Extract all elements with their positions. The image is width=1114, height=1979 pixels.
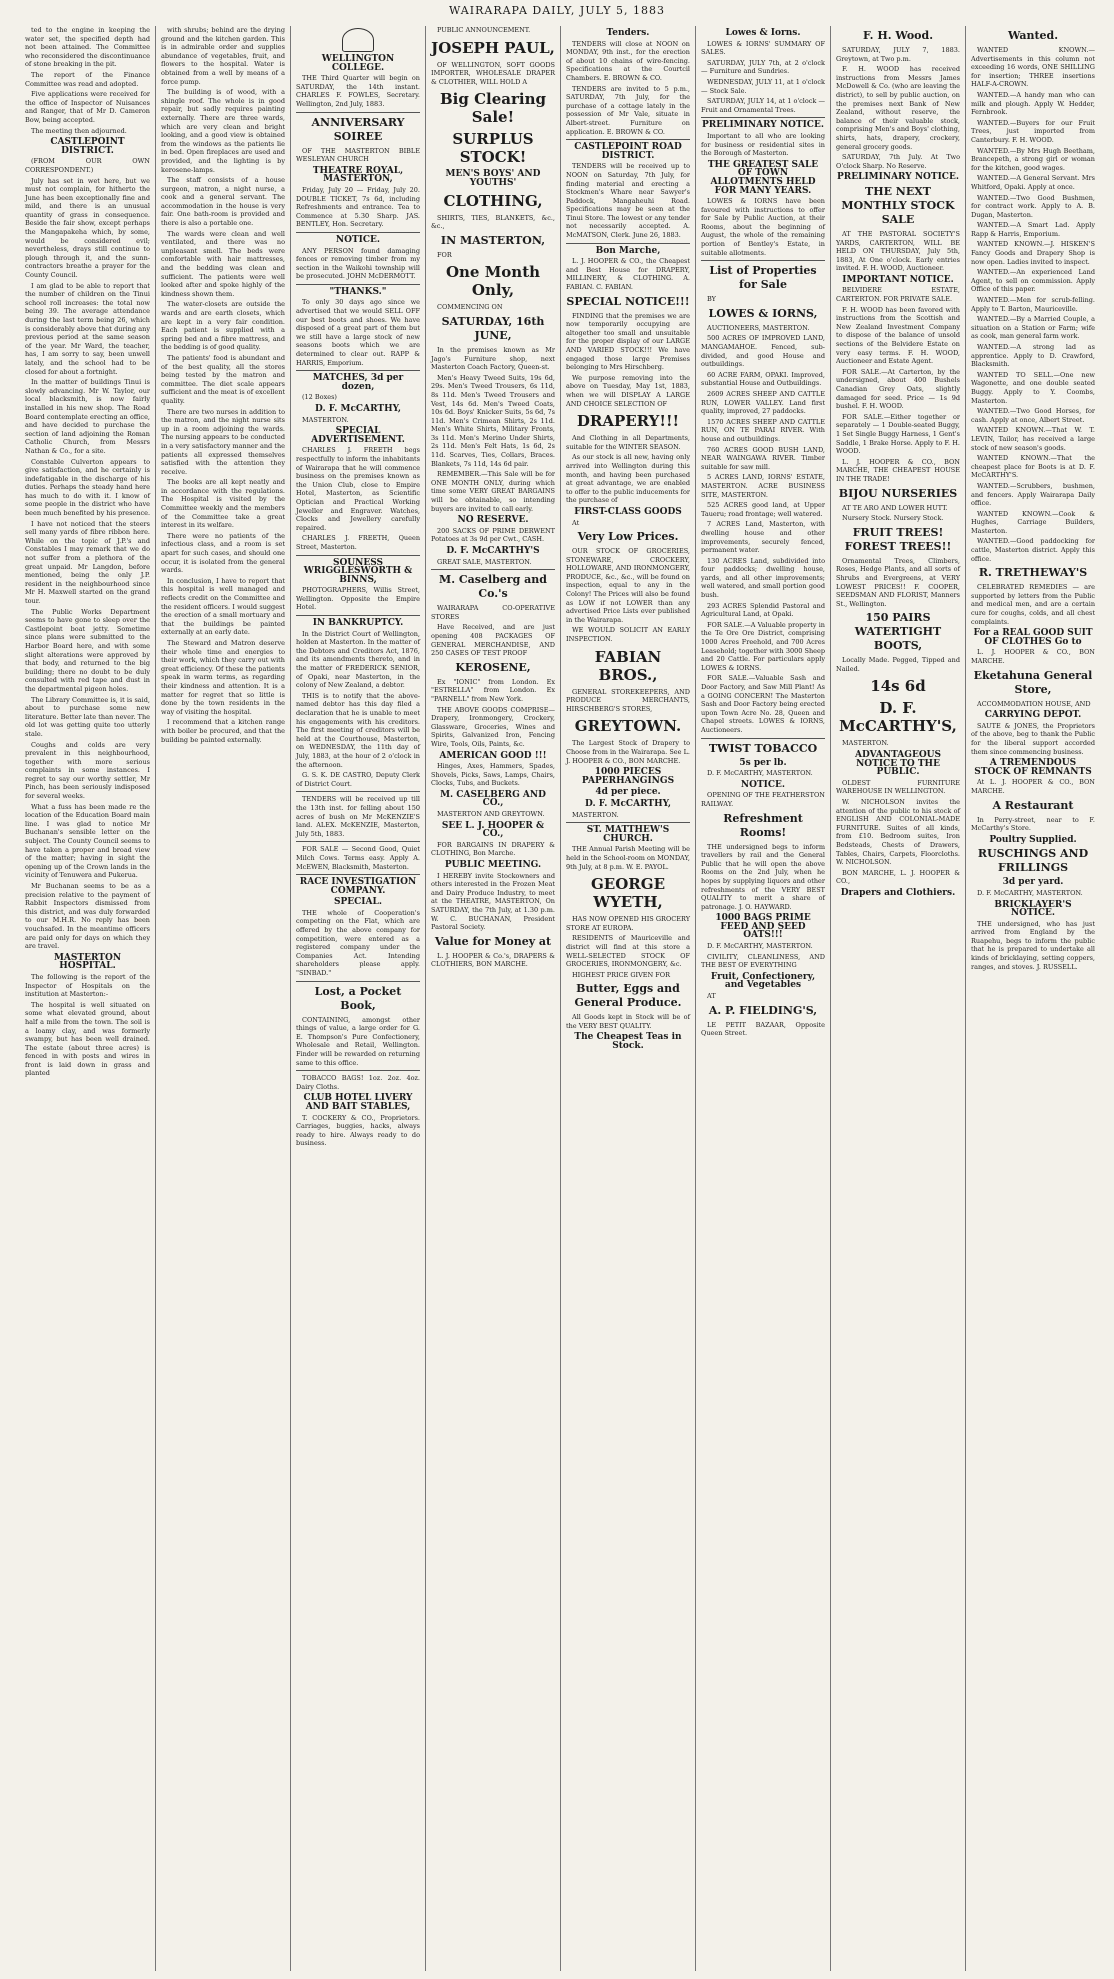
article-text: REMEMBER.—This Sale will be for ONE MONTH ONLY, during which time some VERY GREAT BARGAINS will be obtainable, so intending buyers are invited to call early. — [431, 470, 555, 513]
article-text: F. H. WOOD has received instructions from Messrs James McDowell & Co. (who are leaving the district), to sell by public auction, on the premises next Bank of New Zealand, without reserve, the balance of their valuable stock, comprising Men's and Boys' clothing, shirts, hats, drapery, crockery, general grocery goods. — [836, 65, 960, 151]
article-text: CHARLES J. FREETH begs respectfully to inform the inhabitants of Wairarapa that he will commence business on the premises known as the Union Club, close to Empire Hotel, Masterton, as Scientific Optician and Practical Working Jeweller and Engraver. Watches, Clocks and Jewellery carefully repaired. — [296, 446, 420, 532]
article-text: WANTED.—Two Good Horses, for cash. Apply at once, Albert Street. — [971, 407, 1095, 424]
headline: ADVANTAGEOUS NOTICE TO THE PUBLIC. — [854, 750, 942, 778]
article-text: WANTED.—A General Servant. Mrs Whitford, Opaki. Apply at once. — [971, 174, 1095, 191]
headline: SPECIAL. — [334, 897, 382, 908]
article-text: 5 ACRES LAND, IORNS' ESTATE, MASTERTON. ACRE BUSINESS SITE, MASTERTON. — [701, 473, 825, 499]
article-text: 760 ACRES GOOD BUSH LAND, NEAR WAINGAWA RIVER. Timber suitable for saw mill. — [701, 445, 825, 471]
headline: 14s 6d — [870, 677, 926, 696]
headline: DRAPERY!!! — [576, 412, 680, 431]
headline: D. F. McCARTHY'S — [446, 546, 540, 556]
article-text: T. COCKERY & CO., Proprietors. Carriages, buggies, hacks, always ready to hire. Always ready to do business. — [296, 1113, 420, 1148]
article-text: TENDERS are invited to 5 p.m., SATURDAY, 7th July, for the purchase of a cottage lately in the possession of Mr Vale, situate in Albert-street. Furniture on application. E. BROWN & CO. — [566, 84, 690, 136]
divider — [566, 243, 690, 244]
article-text: FOR SALE.—At Carterton, by the undersigned, about 400 Bushels Canadian Grey Oats, slightly damaged for seed. Price — 1s 9d bushel. F. H. WOOD. — [836, 367, 960, 411]
divider — [296, 874, 420, 875]
article-text: OLDEST FURNITURE WAREHOUSE IN WELLINGTON. — [836, 778, 960, 796]
article-text: with shrubs; behind are the drying ground and the kitchen garden. This is in admirable order and supplies abundance of vegetables, fruit, and flowers to the hospital. Water is obtained from a well by means of a force pump. — [161, 26, 285, 86]
article-text: BELVIDERE ESTATE, CARTERTON. FOR PRIVATE SALE. — [836, 286, 960, 304]
article-text: L. J. HOOPER & CO., BON MARCHE, THE CHEAPEST HOUSE IN THE TRADE! — [836, 457, 960, 483]
article-text: LOWES & IORNS have been favoured with instructions to offer for Sale by Public Auction, at their Rooms, about the beginning of August, the whole of the remaining portion of Bentley's Estate, in suitable allotments. — [701, 197, 825, 257]
article-text: WANTED KNOWN.—Advertisements in this column not exceeding 16 words, ONE SHILLING for insertion; THREE insertions HALF-A-CROWN. — [971, 46, 1095, 89]
headline: MASTERTON HOSPITAL. — [53, 952, 122, 972]
headline: FRUIT TREES! FOREST TREES!! — [844, 525, 952, 553]
article-text: The books are all kept neatly and in accordance with the regulations. The Hospital is visited by the Committee weekly and the members of the Committee take a great interest in its welfare. — [161, 478, 285, 530]
headline: CASTLEPOINT ROAD DISTRICT. — [574, 142, 682, 161]
headline: Very Low Prices. — [577, 530, 679, 544]
article-text: In conclusion, I have to report that this hospital is well managed and reflects credit on the Committee and the resident officers. I would suggest the erection of a small mortuary and that the buildings be painted externally at an early date. — [161, 576, 285, 637]
divider — [701, 260, 825, 261]
article-text: 200 SACKS OF PRIME DERWENT Potatoes at 3s 9d per Cwt., CASH. — [431, 526, 555, 544]
article-text: FOR — [437, 250, 452, 259]
column-6 — [695, 26, 830, 1971]
article-text: WANTED TO SELL.—One new Wagonette, and one double seated Buggy. Apply to Y. Coombs, Masterton. — [971, 370, 1095, 405]
article-text: WANTED.—Scrubbers, bushmen, and fencers. Apply Wairarapa Daily office. — [971, 481, 1095, 508]
article-text: WANTED KNOWN.—That the cheapest place for Boots is at D. F. McCARTHY'S. — [971, 454, 1095, 480]
article-text: AT THE PASTORAL SOCIETY'S YARDS, CARTERTON, WILL BE HELD ON THURSDAY, July 5th, 1883, At One o'clock. Early entries invited. F. H. WOOD, Auctioneer. — [836, 229, 960, 273]
headline: BRICKLAYER'S NOTICE. — [994, 899, 1072, 919]
article-text: What a fuss has been made re the location of the Education Board main line. I was glad to notice Mr Buchanan's sensible letter on the subject. The County Council seems to have taken a proper and broad view of the matter; having in sight the opening up of the Crown lands in the vicinity of Tenuwera and Pukerua. — [25, 802, 150, 880]
article-text: AUCTIONEERS, MASTERTON. — [707, 323, 810, 332]
divider — [296, 981, 420, 982]
article-text: THE Annual Parish Meeting will be held in the School-room on MONDAY, 9th July, at 8 p.m. W. E. PAYOL. — [566, 845, 690, 871]
divider — [566, 139, 690, 140]
headline: List of Properties for Sale — [709, 264, 817, 292]
article-text: ted to the engine in keeping the water set, the specified depth had not been attained. The Committee who reconsidered the discontinuance of stone breaking in the pit. — [25, 26, 150, 69]
headline: Big Clearing Sale! — [440, 90, 546, 127]
divider — [701, 738, 825, 739]
article-text: Have Received, and are just opening 408 PACKAGES OF GENERAL MERCHANDISE, AND 250 CASES OF TEST PROOF — [431, 623, 555, 658]
article-text: WANTED KNOWN.—That W. T. LEVIN, Tailor, has received a large stock of new season's goods. — [971, 426, 1095, 452]
article-text: WANTED KNOWN.—Cook & Hughes, Carriage Builders, Masterton. — [971, 509, 1095, 535]
headline: PUBLIC MEETING. — [444, 860, 542, 871]
headline: Value for Money at — [434, 934, 552, 948]
article-text: I HEREBY invite Stockowners and others interested in the Frozen Meat and Dairy Produce Industry, to meet at the THEATRE, MASTERTON, On SATURDAY, the 7th July, at 1.30 p.m. W. C. BUCHANAN, President Pastoral Society. — [431, 871, 555, 932]
headline: SPECIAL ADVERTISEMENT. — [311, 426, 405, 445]
article-text: HAS NOW OPENED HIS GROCERY STORE AT EUROPA. — [566, 915, 690, 932]
article-text: Ornamental Trees, Climbers, Roses, Hedge Plants, and all sorts of Shrubs and Evergreens, at VERY LOWEST PRICES!! F. COOPER, SEEDSMAN AND FLORIST, Manners St., Wellington. — [836, 556, 960, 608]
article-text: At — [572, 518, 580, 527]
divider — [296, 284, 420, 285]
article-text: FOR SALE — Second Good, Quiet Milch Cows. Terms easy. Apply A. McEWEN, Blacksmith, Masterton. — [296, 845, 420, 871]
article-text: 500 ACRES OF IMPROVED LAND, MANGAMAHOE. Fenced, sub-divided, and good House and outbuildings. — [701, 334, 825, 369]
headline: Lost, a Pocket Book, — [314, 984, 402, 1012]
article-text: Hinges, Axes, Hammers, Spades, Shovels, Picks, Saws, Lamps, Chairs, Clocks, Tubs, and Buckets. — [431, 762, 555, 788]
article-text: In the premises known as Mr Jago's Furniture shop, next Masterton Coach Factory, Queen-st. — [431, 345, 555, 372]
article-text: MASTERTON. — [572, 810, 619, 819]
article-text: THE undersigned begs to inform travellers by rail and the General Public that he will open the above Rooms on the 2nd July, when he hopes by supplying liquors and other refreshments of the VERY BEST QUALITY to merit a share of patronage. J. O. HAYWARD. — [701, 842, 825, 911]
headline: ST. MATTHEW'S CHURCH. — [586, 825, 670, 844]
article-text: MASTERTON. — [302, 415, 349, 424]
article-text: BON MARCHE, L. J. HOOPER & CO., — [836, 868, 960, 886]
headline: GREYTOWN. — [574, 717, 682, 736]
article-text: We purpose removing into the above on Tuesday, May 1st, 1883, when we will DISPLAY A LARGE AND CHOICE SELECTION OF — [566, 373, 690, 408]
article-text: D. F. McCARTHY, MASTERTON. — [707, 942, 813, 951]
article-text: TENDERS will be received up to NOON on Saturday, 7th July, for finding material and erecting a Stockmen's Whare near Sawyer's Paddock, Mangaheuhi Road. Specifications may be seen at the Tinui Store. The lowest or any tender not necessarily accepted. A. McMATSON, Clerk. June 26, 1883. — [566, 162, 690, 240]
article-text: The patients' food is abundant and of the best quality, all the stores being tested by the matron and committee. The diet scale appears sufficient and the meat is of excellent quality. — [161, 353, 285, 405]
article-text: WANTED.—A handy man who can milk and plough. Apply W. Hedder, Fernbrook. — [971, 90, 1095, 117]
headline: Wanted. — [1007, 29, 1059, 42]
divider — [296, 370, 420, 371]
headline: SEE L. J. HOOPER & CO., — [441, 820, 545, 840]
headline: Poultry Supplied. — [989, 834, 1077, 845]
headline: CLOTHING, — [443, 191, 543, 210]
article-text: SATURDAY, JULY 14, at 1 o'clock — Fruit and Ornamental Trees. — [701, 97, 825, 114]
article-text: 2609 ACRES SHEEP AND CATTLE RUN, LOWER VALLEY. Land first quality, improved, 27 paddocks. — [701, 390, 825, 416]
article-text: (12 Boxes) — [302, 393, 337, 402]
headline: 1000 BAGS PRIME FEED AND SEED OATS!!! — [715, 913, 811, 941]
article-text: SHIRTS, TIES, BLANKETS, &c., &c., — [431, 213, 555, 231]
article-text: OF THE MASTERTON BIBLE WESLEYAN CHURCH — [296, 146, 420, 164]
article-text: The report of the Finance Committee was read and adopted. — [25, 70, 150, 88]
headline: R. TRETHEWAY'S — [978, 566, 1088, 580]
headline: WELLINGTON COLLEGE. — [321, 54, 395, 73]
headline: BIJOU NURSERIES — [838, 486, 958, 500]
article-text: And Clothing in all Departments, suitable for the WINTER SEASON. — [566, 434, 690, 451]
article-text: The following is the report of the Inspector of Hospitals on the institution at Masterton:- — [25, 972, 150, 999]
article-text: G. S. K. DE CASTRO, Deputy Clerk of District Court. — [296, 771, 420, 788]
masthead: WAIRARAPA DAILY, JULY 5, 1883 — [449, 4, 665, 17]
headline: MEN'S BOYS' AND YOUTHS' — [445, 169, 541, 188]
article-text: As our stock is all new, having only arrived into Wellington during this month, and having been purchased at great advantage, we are enabled to offer to the public inducements for the purchase of — [566, 453, 690, 505]
headline: GEORGE WYETH, — [590, 875, 666, 912]
headline: PRELIMINARY NOTICE. — [702, 120, 824, 131]
article-text: LE PETIT BAZAAR, Opposite Queen Street. — [701, 1020, 825, 1038]
article-text: LOWES & IORNS' SUMMARY OF SALES. — [701, 39, 825, 57]
headline: CARRYING DEPOT. — [984, 710, 1082, 721]
headline: A. P. FIELDING'S, — [708, 1003, 818, 1017]
headline: FABIAN BROS., — [594, 647, 662, 684]
article-text: The Largest Stock of Drapery to Choose from in the Wairarapa. See L. J. HOOPER & CO., BON MARCHE. — [566, 739, 690, 765]
article-text: HIGHEST PRICE GIVEN FOR — [572, 970, 671, 979]
article-text: MASTERTON. — [842, 739, 889, 748]
column-1 — [20, 26, 155, 1971]
headline: THE NEXT MONTHLY STOCK SALE — [841, 184, 955, 226]
headline: 150 PAIRS WATERTIGHT BOOTS, — [854, 611, 942, 653]
headline: NOTICE. — [740, 779, 786, 790]
headline: A TREMENDOUS STOCK OF REMNANTS — [974, 758, 1092, 777]
article-text: 1570 ACRES SHEEP AND CATTLE RUN, ON TE PARAI RIVER. With house and outbuildings. — [701, 417, 825, 443]
article-text: FOR SALE.—A Valuable property in the Te Ore Ore District, comprising 1000 Acres Freehold, and 700 Acres Leasehold; together with 3000 Sheep and 20 Cattle. For particulars apply LOWES & IORNS. — [701, 620, 825, 672]
article-text: ACCOMMODATION HOUSE, AND — [977, 699, 1091, 708]
headline: D. F. McCARTHY'S, — [839, 699, 957, 736]
article-text: D. F. McCARTHY, MASTERTON. — [977, 888, 1083, 897]
article-text: In the matter of buildings Tinui is slowly advancing. Mr W. Taylor, our local blacksmith, is now fairly installed in his new shop. The Road Board contemplate erecting an office, and have decided to purchase the section of land adjoining the Roman Catholic Church, from Messrs Nathan & Co., for a site. — [25, 378, 150, 455]
headline: 5s per lb. — [739, 757, 787, 768]
article-text: WANTED KNOWN.—J. HISKEN'S Fancy Goods and Drapery Shop is now open. Ladies invited to inspect. — [971, 240, 1095, 266]
headline: THEATRE ROYAL, MASTERTON, — [312, 165, 404, 185]
headline: Refreshment Rooms! — [723, 811, 803, 839]
article-text: FOR SALE.—Either together or separately — 1 Double-seated Buggy, 1 Set Single Buggy Harness, 1 Gent's Saddle, 1 Brake Horse. Apply to F. H. WOOD. — [836, 412, 960, 456]
article-text: CHARLES J. FREETH, Queen Street, Masterton. — [296, 534, 420, 551]
article-text: Locally Made. Pegged, Tipped and Nailed. — [836, 656, 960, 673]
article-text: WANTED.—Good paddocking for cattle, Masterton district. Apply this office. — [971, 537, 1095, 563]
headline: IN MASTERTON, — [440, 233, 546, 247]
article-text: CONTAINING, amongst other things of value, a large order for G. E. Thompson's Pure Confectionery, Wholesale and Retail, Wellington. Finder will be rewarded on returning same to this office. — [296, 1015, 420, 1067]
article-text: WANTED.—A Smart Lad. Apply Rapp & Harris, Emporium. — [971, 221, 1095, 238]
article-text: 525 ACRES good land, at Upper Taueru; road frontage; well watered. — [701, 501, 825, 518]
divider — [296, 791, 420, 792]
article-text: WANTED.—By a Married Couple, a situation on a Station or Farm; wife as cook, man general farm work. — [971, 315, 1095, 341]
headline: For a REAL GOOD SUIT OF CLOTHES Go to — [973, 628, 1093, 647]
headline: CASTLEPOINT DISTRICT. — [50, 137, 125, 156]
headline: 4d per piece. — [595, 787, 661, 798]
article-text: 60 ACRE FARM, OPAKI. Improved, substantial House and Outbuildings. — [701, 370, 825, 388]
headline: SURPLUS STOCK! — [452, 130, 534, 167]
divider — [431, 569, 555, 570]
headline: NO RESERVE. — [457, 515, 529, 526]
divider — [566, 822, 690, 823]
article-text: 293 ACRES Splendid Pastoral and Agricultural Land, at Opaki. — [701, 601, 825, 619]
divider — [296, 841, 420, 842]
divider — [296, 615, 420, 616]
divider — [296, 1070, 420, 1071]
headline: LOWES & IORNS, — [708, 306, 818, 320]
headline: Lowes & Iorns. — [725, 28, 801, 38]
headline: D. F. McCARTHY, — [584, 798, 671, 809]
article-text: WANTED.—Buyers for our Fruit Trees, just imported from Canterbury. F. H. WOOD. — [971, 118, 1095, 144]
headline: ANNIVERSARY SOIREE — [311, 115, 405, 143]
article-text: L. J. HOOPER & Co.'s, DRAPERS & CLOTHIERS, BON MARCHE. — [431, 951, 555, 969]
article-text: PUBLIC ANNOUNCEMENT. — [437, 26, 531, 34]
divider — [296, 232, 420, 233]
article-text: To only 30 days ago since we advertised that we would SELL OFF our best boots and shoes. We have disposed of a great part of them but we still have a large stock of new seasons boots which we are determined to clear out. RAPP & HARRIS, Emporium. — [296, 298, 420, 367]
article-text: In the District Court of Wellington, holden at Masterton. In the matter of the Debtors and Creditors Act, 1876, and its amendments thereto, and in the matter of FREDERICK SENIOR, of Opaki, near Masterton, in the colony of New Zealand, a debtor. — [296, 629, 420, 690]
crest-icon — [342, 28, 374, 52]
article-text: AT — [707, 992, 716, 1001]
article-text: Friday, July 20 — Friday, July 20. DOUBLE TICKET, 7s 6d, including Refreshments and entrance. Tea to Commence at 5.30 Sharp. JAS. BENTLEY, Hon. Secretary. — [296, 185, 420, 229]
headline: IMPORTANT NOTICE. — [842, 274, 954, 285]
headline: A Restaurant — [992, 798, 1074, 812]
article-text: Important to all who are looking for business or residential sites in the Borough of Masterton. — [701, 131, 825, 158]
column-7 — [830, 26, 965, 1971]
article-text: SATURDAY, 7th July. At Two O'clock Sharp. No Reserve. — [836, 153, 960, 170]
article-text: There were no patients of the infectious class, and a room is set apart for such cases, and should one occur, it is isolated from the general wards. — [161, 531, 285, 575]
article-text: 7 ACRES Land, Masterton, with dwelling house and other improvements, securely fenced, permanent water. — [701, 520, 825, 555]
headline: 1000 PIECES PAPERHANGINGS — [581, 767, 675, 786]
article-text: WEDNESDAY, JULY 11, at 1 o'clock — Stock Sale. — [701, 77, 825, 95]
headline: The Cheapest Teas in Stock. — [574, 1032, 682, 1052]
article-text: FOR SALE.—Valuable Sash and Door Factory, and Saw Mill Plant! As a GOING CONCERN! The Masterton Sash and Door Factory being erected upon Town Acre No. 28, Queen and Chapel streets. LOWES & IORNS, Auctioneers. — [701, 674, 825, 734]
article-text: SATURDAY, JULY 7, 1883. Greytown, at Two p.m. — [836, 46, 960, 63]
article-text: WAIRARAPA CO-OPERATIVE STORES — [431, 604, 555, 621]
article-text: The Steward and Matron deserve their whole time and energies to their work, which they carry out with great efficiency. Of these the patients speak in warm terms, as regarding their kindness and attention. It is a matter for regret that so little is done by the town residents in the way of visiting the hospital. — [161, 638, 285, 716]
headline: D. F. McCARTHY, — [314, 404, 401, 414]
headline: AMERICAN GOOD !!! — [439, 750, 547, 761]
article-text: SAUTE & JONES, the Proprietors of the above, beg to thank the Public for the liberal support accorded them since commencing business. — [971, 721, 1095, 756]
article-text: THE Third Quarter will begin on SATURDAY, the 14th instant. CHARLES F. FOWLES, Secretary. Wellington, 2nd July, 1883. — [296, 74, 420, 108]
article-text: WE WOULD SOLICIT AN EARLY INSPECTION. — [566, 626, 690, 644]
article-text: WANTED.—A strong lad as apprentice. Apply to D. Crawford, Blacksmith. — [971, 343, 1095, 369]
article-text: BY — [707, 295, 716, 304]
article-text: I am glad to be able to report that the number of children on the Tinui school roll increases: the total now being 39. The average attendance during the last term being 26, which is considerably above that during any previous period at the same season of the year. Mr Ward, the teacher, has, I am sorry to say, been unwell lately, and the school had to be closed for about a fortnight. — [25, 281, 150, 376]
headline: JOSEPH PAUL, — [431, 38, 555, 57]
article-text: There are two nurses in addition to the matron, and the night nurse sits up in a room adjoining the wards. The nursing appears to be conducted in a very satisfactory manner and the patients all expressed themselves satisfied with the attention they receive. — [161, 407, 285, 476]
article-text: Five applications were received for the office of Inspector of Nuisances and Ranger, that of Mr D. Cameron Bow, being accepted. — [25, 90, 150, 124]
headline: RUSCHINGS AND FRILLINGS — [977, 847, 1089, 875]
article-text: L. J. HOOPER & CO., BON MARCHE. — [971, 648, 1095, 665]
headline: FIRST-CLASS GOODS — [574, 506, 682, 517]
article-text: GREAT SALE, MASTERTON. — [437, 557, 532, 566]
article-text: COMMENCING ON — [437, 303, 503, 312]
article-text: (FROM OUR OWN CORRESPONDENT.) — [25, 157, 150, 174]
article-text: Coughs and colds are very prevalent in this neighbourhood, together with more serious complaints in some instances. I regret to say our worthy settler, Mr Pinch, has been seriously indisposed for several weeks. — [25, 740, 150, 801]
headline: SOUNESS WRIGGLESWORTH & BINNS, — [303, 557, 413, 585]
article-text: In Perry-street, near to F. McCarthy's Store. — [971, 815, 1095, 833]
headline: PRELIMINARY NOTICE. — [837, 172, 959, 183]
column-2 — [155, 26, 290, 1971]
headline: One Month Only, — [445, 263, 541, 300]
article-text: Men's Heavy Tweed Suits, 19s 6d, 29s. Men's Tweed Trousers, 6s 11d, 8s 11d. Men's Tweed Trousers and Vest, 14s 6d. Men's Tweed Coats, 10s 6d. Boys' Knicker Suits, 5s 6d, 7s 11d. Men's Crimean Shirts, 2s 11d. Men's White Shirts, Military Fronts, 3s 11d. Men's Merino Under Shirts, 2s 11d. Men's Felt Hats, 1s 6d, 2s 11d. Scarves, Ties, Collars, Braces. Blankets, 7s 11d, 14s 6d pair. — [431, 373, 555, 468]
article-text: OUR STOCK OF GROCERIES, STONEWARE, CROCKERY, HOLLOWARE, AND IRONMONGERY, PRODUCE, &c., &c., will be found on inspection, equal to any in the Colony! The Prices will also be found as LOW if not LOWER than any advertised Price Lists ever published in the Wairarapa. — [566, 547, 690, 624]
article-text: CELEBRATED REMEDIES — are supported by letters from the Public and medical men, and are a certain cure for coughs, colds, and all chest complaints. — [971, 583, 1095, 626]
divider — [296, 112, 420, 113]
article-text: TENDERS will be received up till the 13th inst. for felling about 150 acres of bush on Mr McKENZIE'S land. ALEX. McKENZIE, Masterton, July 5th, 1883. — [296, 795, 420, 838]
column-8 — [965, 26, 1100, 1971]
article-text: At L. J. HOOPER & CO., BON MARCHE. — [971, 778, 1095, 795]
headline: Butter, Eggs and General Produce. — [574, 982, 682, 1010]
headline: F. H. Wood. — [862, 29, 934, 42]
article-text: W. NICHOLSON invites the attention of the public to his stock of ENGLISH AND COLONIAL-MADE FURNITURE. Suites of all kinds, from £10. Bedroom suites, Iron Bedsteads, Chests of Drawers, Tables, Chairs, Carpets, Floorcloths. W. NICHOLSON. — [836, 798, 960, 867]
headline: Tenders. — [606, 28, 650, 38]
article-text: GENERAL STOREKEEPERS, AND PRODUCE MERCHANTS, HIRSCHBERG'S STORES, — [566, 687, 690, 713]
article-text: The Public Works Department seems to have gone to sleep over the Castlepoint boat jetty. Sometime since plans were submitted to the Harbor Board here, and with some slight alterations were approved by that body, and returned to the big building; there no doubt to be duly consulted with red tape and dust in the departmental pigeon holes. — [25, 607, 150, 693]
article-text: MASTERTON AND GREYTOWN. — [437, 810, 545, 819]
headline: TWIST TOBACCO — [708, 741, 818, 755]
article-text: The wards were clean and well ventilated, and there was no unpleasant smell. The beds were comfortable with hair mattresses, and the bedding was clean and sufficient. The patients were well looked after and spoke highly of the kindness shown them. — [161, 229, 285, 298]
article-text: SATURDAY, JULY 7th, at 2 o'clock — Furniture and Sundries. — [701, 58, 825, 76]
divider — [701, 117, 825, 118]
headline: SATURDAY, 16th JUNE, — [441, 314, 545, 342]
article-text: PHOTOGRAPHERS, Willis Street, Wellington. Opposite the Empire Hotel. — [296, 586, 420, 612]
headline: RACE INVESTIGATION COMPANY. — [299, 877, 417, 896]
headline: MATCHES, 3d per dozen, — [312, 373, 404, 392]
column-3 — [290, 26, 425, 1971]
headline: IN BANKRUPTCY. — [312, 618, 404, 629]
article-text: TENDERS will close at NOON on MONDAY, 9th inst., for the erection of about 10 chains of wire-fencing. Specifications at the Courtcil Chambers. E. BROWN & CO. — [566, 39, 690, 82]
article-text: CIVILITY, CLEANLINESS, AND THE BEST OF EVERYTHING — [701, 952, 825, 970]
article-text: The staff consists of a house surgeon, matron, a night nurse, a cook and a general servant. The accommodation in the house is very fair. One bath-room is provided and there is also a portable one. — [161, 176, 285, 228]
article-text: AT TE ARO AND LOWER HUTT. — [842, 503, 948, 512]
article-text: I have not noticed that the steers sell many yards of fibre ribbon here. While on the topic of J.P.'s and Constables I may remark that we do not suffer from a plethora of the great unpaid. Mr Langdon, before mentioned, being the only J.P. resident in the neighbourhood since Mr H. Maxwell started on the grand tour. — [25, 519, 150, 605]
headline: "THANKS." — [329, 286, 387, 297]
article-text: The meeting then adjourned. — [31, 126, 127, 135]
article-text: The water-closets are outside the wards and are earth closets, which are kept in a very fair condition. Each patient is supplied with a spring bed and a fibre mattress, and the bedding is of good quality. — [161, 300, 285, 352]
headline: KEROSENE, — [455, 660, 531, 674]
headline: THE GREATEST SALE OF TOWN ALLOTMENTS HELD FOR MANY YEARS. — [707, 159, 819, 196]
column-4 — [425, 26, 560, 1971]
article-text: Ex "IONIC" from London. Ex "ESTRELLA" from London. Ex "PARNELL" from New York. — [431, 677, 555, 703]
headline: NOTICE. — [335, 234, 381, 245]
article-text: FINDING that the premises we are now temporarily occupying are altogether too small and unsuitable for the proper display of our LARGE AND VARIED STOCK!!! We have engaged those large Premises belonging to Mrs Hirschberg. — [566, 311, 690, 372]
column-5 — [560, 26, 695, 1971]
article-text: Mr Buchanan seems to be as a precision relative to the payment of Rabbit Inspectors dismissed from this district, and was duly forwarded to our M.H.R. No reply has been vouchsafed. In the meantime officers are paid only for days on which they are travel. — [25, 882, 150, 951]
headline: M. CASELBERG AND CO., — [440, 789, 546, 809]
article-text: THE ABOVE GOODS COMPRISE— Drapery, Ironmongery, Crockery, Glassware, Groceries, Wines and Spirits, Galvanized Iron, Fencing Wire, Tools, Oils, Paints, &c. — [431, 705, 555, 748]
article-text: ANY PERSON found damaging fences or removing timber from my section in the Waikohi township will be prosecuted. JOHN McDERMOTT. — [296, 246, 420, 281]
article-text: THE undersigned, who has just arrived from England by the Ruapehu, begs to inform the public that he is prepared to undertake all kinds of bricklaying, setting coppers, ranges, and stoves. J. RUSSELL. — [971, 919, 1095, 971]
article-text: THIS is to notify that the above-named debtor has this day filed a declaration that he is unable to meet his engagements with his creditors. The first meeting of creditors will be held at the Courthouse, Masterton, on WEDNESDAY, the 11th day of July, 1883, at the hour of 2 o'clock in the afternoon. — [296, 691, 420, 769]
article-text: All Goods kept in Stock will be of the VERY BEST QUALITY. — [566, 1013, 690, 1030]
article-text: 130 ACRES Land, subdivided into four paddocks; dwelling house, yards, and all other improvements; well watered, and small portion good bush. — [701, 556, 825, 600]
article-text: WANTED.—An experienced Land Agent, to sell on commission. Apply Office of this paper. — [971, 268, 1095, 294]
article-text: F. H. WOOD has been favored with instructions from the Scottish and New Zealand Investment Company to dispose of the balance of unsold sections of the Belvidere Estate on very easy terms. F. H. WOOD, Auctioneer and Estate Agent. — [836, 305, 960, 366]
article-text: Nursery Stock. Nursery Stock. — [842, 514, 944, 523]
article-text: OF WELLINGTON, SOFT GOODS IMPORTER, WHOLESALE DRAPER & CLOTHIER, WILL HOLD A — [431, 60, 555, 86]
article-text: The building is of wood, with a shingle roof. The whole is in good repair, but sadly requires painting externally. There are three wards, which are very clean and bright looking, and a good view is obtained from the windows as the patients lie in bed. Open fireplaces are used and provided, and the lighting is by kerosene-lamps. — [161, 88, 285, 174]
divider — [296, 555, 420, 556]
article-text: THE whole of Cooperation's competing on the Flat, which are offered by the above company for competition, were entered as a registered company under the Companies Act. Intending shareholders please apply. "SINBAD." — [296, 908, 420, 978]
headline: SPECIAL NOTICE!!! — [566, 294, 690, 308]
article-text: WANTED.—Two Good Bushmen, for contract work. Apply to A. B. Dugan, Masterton. — [971, 193, 1095, 219]
headline: Fruit, Confectionery, and Vegetables — [710, 971, 816, 991]
article-text: WANTED.—Men for scrub-felling. Apply to T. Barton, Mauriceville. — [971, 296, 1095, 313]
headline: M. Caselberg and Co.'s — [439, 573, 547, 601]
article-text: RESIDENTS of Mauriceville and district will find at this store a WELL-SELECTED STOCK OF GROCERIES, IRONMONGERY, &c. — [566, 934, 690, 969]
article-text: Constable Culverton appears to give satisfaction, and he certainly is indefatigable in the discharge of his duties. Perhaps the steady hand here has much to do with it. I know of some people in the district who have been much benefited by his presence. — [25, 457, 151, 518]
headline: CLUB HOTEL LIVERY AND BAIT STABLES, — [303, 1093, 413, 1112]
columns-container — [20, 26, 1100, 1971]
article-text: FOR BARGAINS IN DRAPERY & CLOTHING, Bon Marche. — [431, 840, 555, 858]
article-text: TOBACCO BAGS! 1oz. 2oz. 4oz. Dairy Cloths. — [296, 1074, 420, 1091]
article-text: WANTED.—By Mrs Hugh Beetham, Brancepeth, a strong girl or woman for the kitchen, good wages. — [971, 146, 1095, 172]
article-text: The Library Committee is, it is said, about to purchase some new literature. Better late than never. The old lot was getting quite too utterly stale. — [25, 695, 150, 738]
article-text: OPENING OF THE FEATHERSTON RAILWAY. — [701, 791, 825, 808]
article-text: D. F. McCARTHY, MASTERTON. — [707, 769, 813, 778]
article-text: July has set in wet here, but we must not complain, for hitherto the June has been exceptionally fine and mild, and there is an unusual quantity of grass in consequence. Beside the fair show, except perhaps the Mangapakeha which, by some, would be considered evil; nevertheless, drays still continue to plough through it, and the sunn-contractors breathe a prayer for the County Council. — [25, 176, 150, 280]
headline: 3d per yard. — [1002, 877, 1064, 888]
article-text: L. J. HOOPER & CO., the Cheapest and Best House for DRAPERY, MILLINERY, & CLOTHING. A. FABIAN. C. FABIAN. — [566, 257, 690, 292]
article-text: I recommend that a kitchen range with boiler be procured, and that the building be painted externally. — [161, 718, 285, 744]
headline: Bon Marche, — [595, 245, 661, 256]
headline: Eketahuna General Store, — [973, 668, 1093, 696]
headline: Drapers and Clothiers. — [840, 887, 956, 898]
article-text: The hospital is well situated on some what elevated ground, about half a mile from the town. The soil is a loamy clay, and was formerly swampy, but has been well drained. The estate (about three acres) is fenced in with posts and wires in front is laid down in grass and planted — [25, 1000, 150, 1078]
